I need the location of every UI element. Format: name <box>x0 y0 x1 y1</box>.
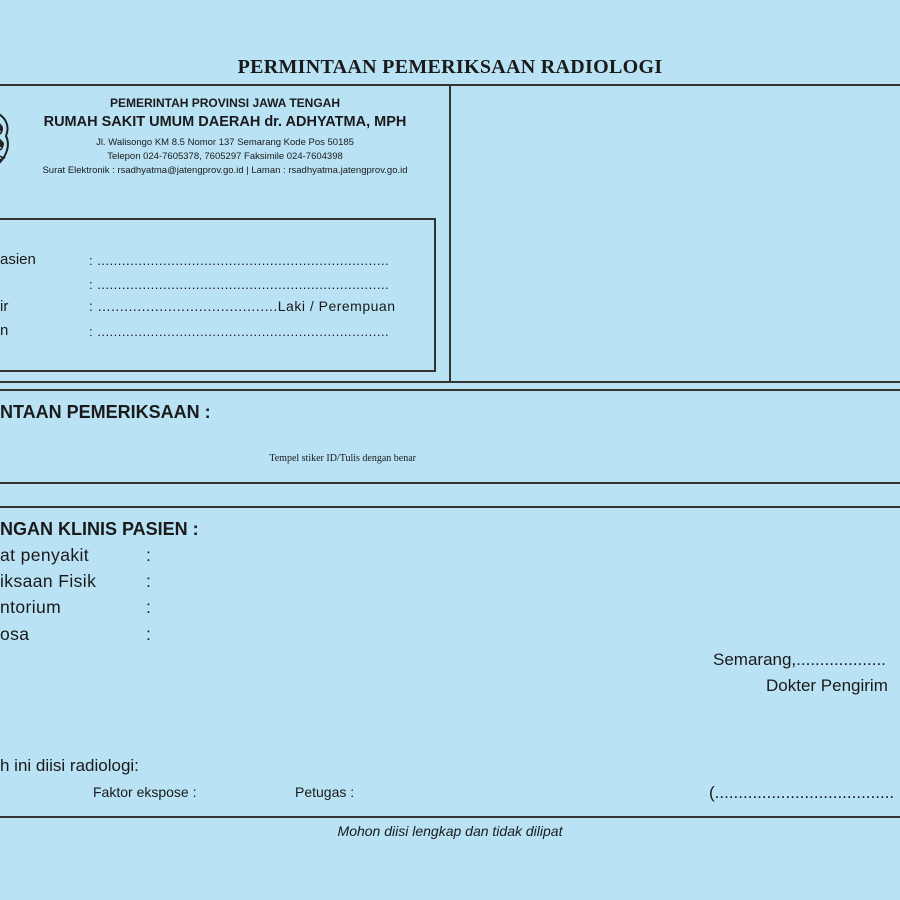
patient-field-label-name: asien <box>0 251 36 268</box>
patient-field-2[interactable]: : ....................................................................... <box>89 277 390 292</box>
hospital-name: RUMAH SAKIT UMUM DAERAH dr. ADHYATMA, MPH <box>43 114 407 130</box>
radiology-heading: h ini diisi radiologi: <box>0 756 139 775</box>
request-top-line <box>0 389 900 391</box>
clinical-colon-diagnosis: : <box>146 624 152 644</box>
sender-doctor-label: Dokter Pengirim <box>766 676 888 695</box>
patient-field-label-birth: ir <box>0 298 9 315</box>
clinical-colon-history: : <box>146 545 152 565</box>
sticker-note: Tempel stiker ID/Tulis dengan benar <box>269 453 416 464</box>
clinical-heading: NGAN KLINIS PASIEN : <box>0 519 199 539</box>
clinical-colon-exam: : <box>146 571 152 591</box>
footer-note: Mohon diisi lengkap dan tidak dilipat <box>337 823 563 839</box>
exposure-factor-label: Faktor ekspose : <box>93 784 197 800</box>
clinical-top-line <box>0 506 900 508</box>
gov-name: PEMERINTAH PROVINSI JAWA TENGAH <box>109 96 341 110</box>
patient-field-birth-gender[interactable]: : .........................................Laki / Perempuan <box>89 298 396 314</box>
hospital-address: Jl. Walisongo KM 8.5 Nomor 137 Semarang Kode Pos 50185 <box>96 137 354 148</box>
header-bottom-line <box>0 381 900 383</box>
request-heading: NTAAN PEMERIKSAAN : <box>0 402 211 422</box>
clinical-colon-lab: : <box>146 597 152 617</box>
place-date[interactable]: Semarang,................... <box>713 650 886 669</box>
form-bottom-line <box>0 816 900 818</box>
doctor-signature-line[interactable]: (...................................... <box>709 783 895 802</box>
hospital-phone: Telepon 024-7605378, 7605297 Faksimile 024-7604398 <box>107 151 343 162</box>
clinical-label-exam: iksaan Fisik <box>0 571 97 591</box>
clinical-label-lab: ntorium <box>0 597 62 617</box>
patient-field-label-4: n <box>0 322 9 339</box>
request-bottom-line <box>0 482 900 484</box>
form-title: PERMINTAAN PEMERIKSAAN RADIOLOGI <box>237 56 663 78</box>
patient-field-name[interactable]: : ....................................................................... <box>89 253 390 268</box>
patient-field-4[interactable]: : ....................................................................... <box>89 324 390 339</box>
clinical-label-history: at penyakit <box>0 545 90 565</box>
hospital-contact: Surat Elektronik : rsadhyatma@jatengprov.go.id | Laman : rsadhyatma.jatengprov.go.id <box>42 165 408 176</box>
clinical-label-diagnosis: osa <box>0 624 30 644</box>
officer-label: Petugas : <box>295 784 355 800</box>
